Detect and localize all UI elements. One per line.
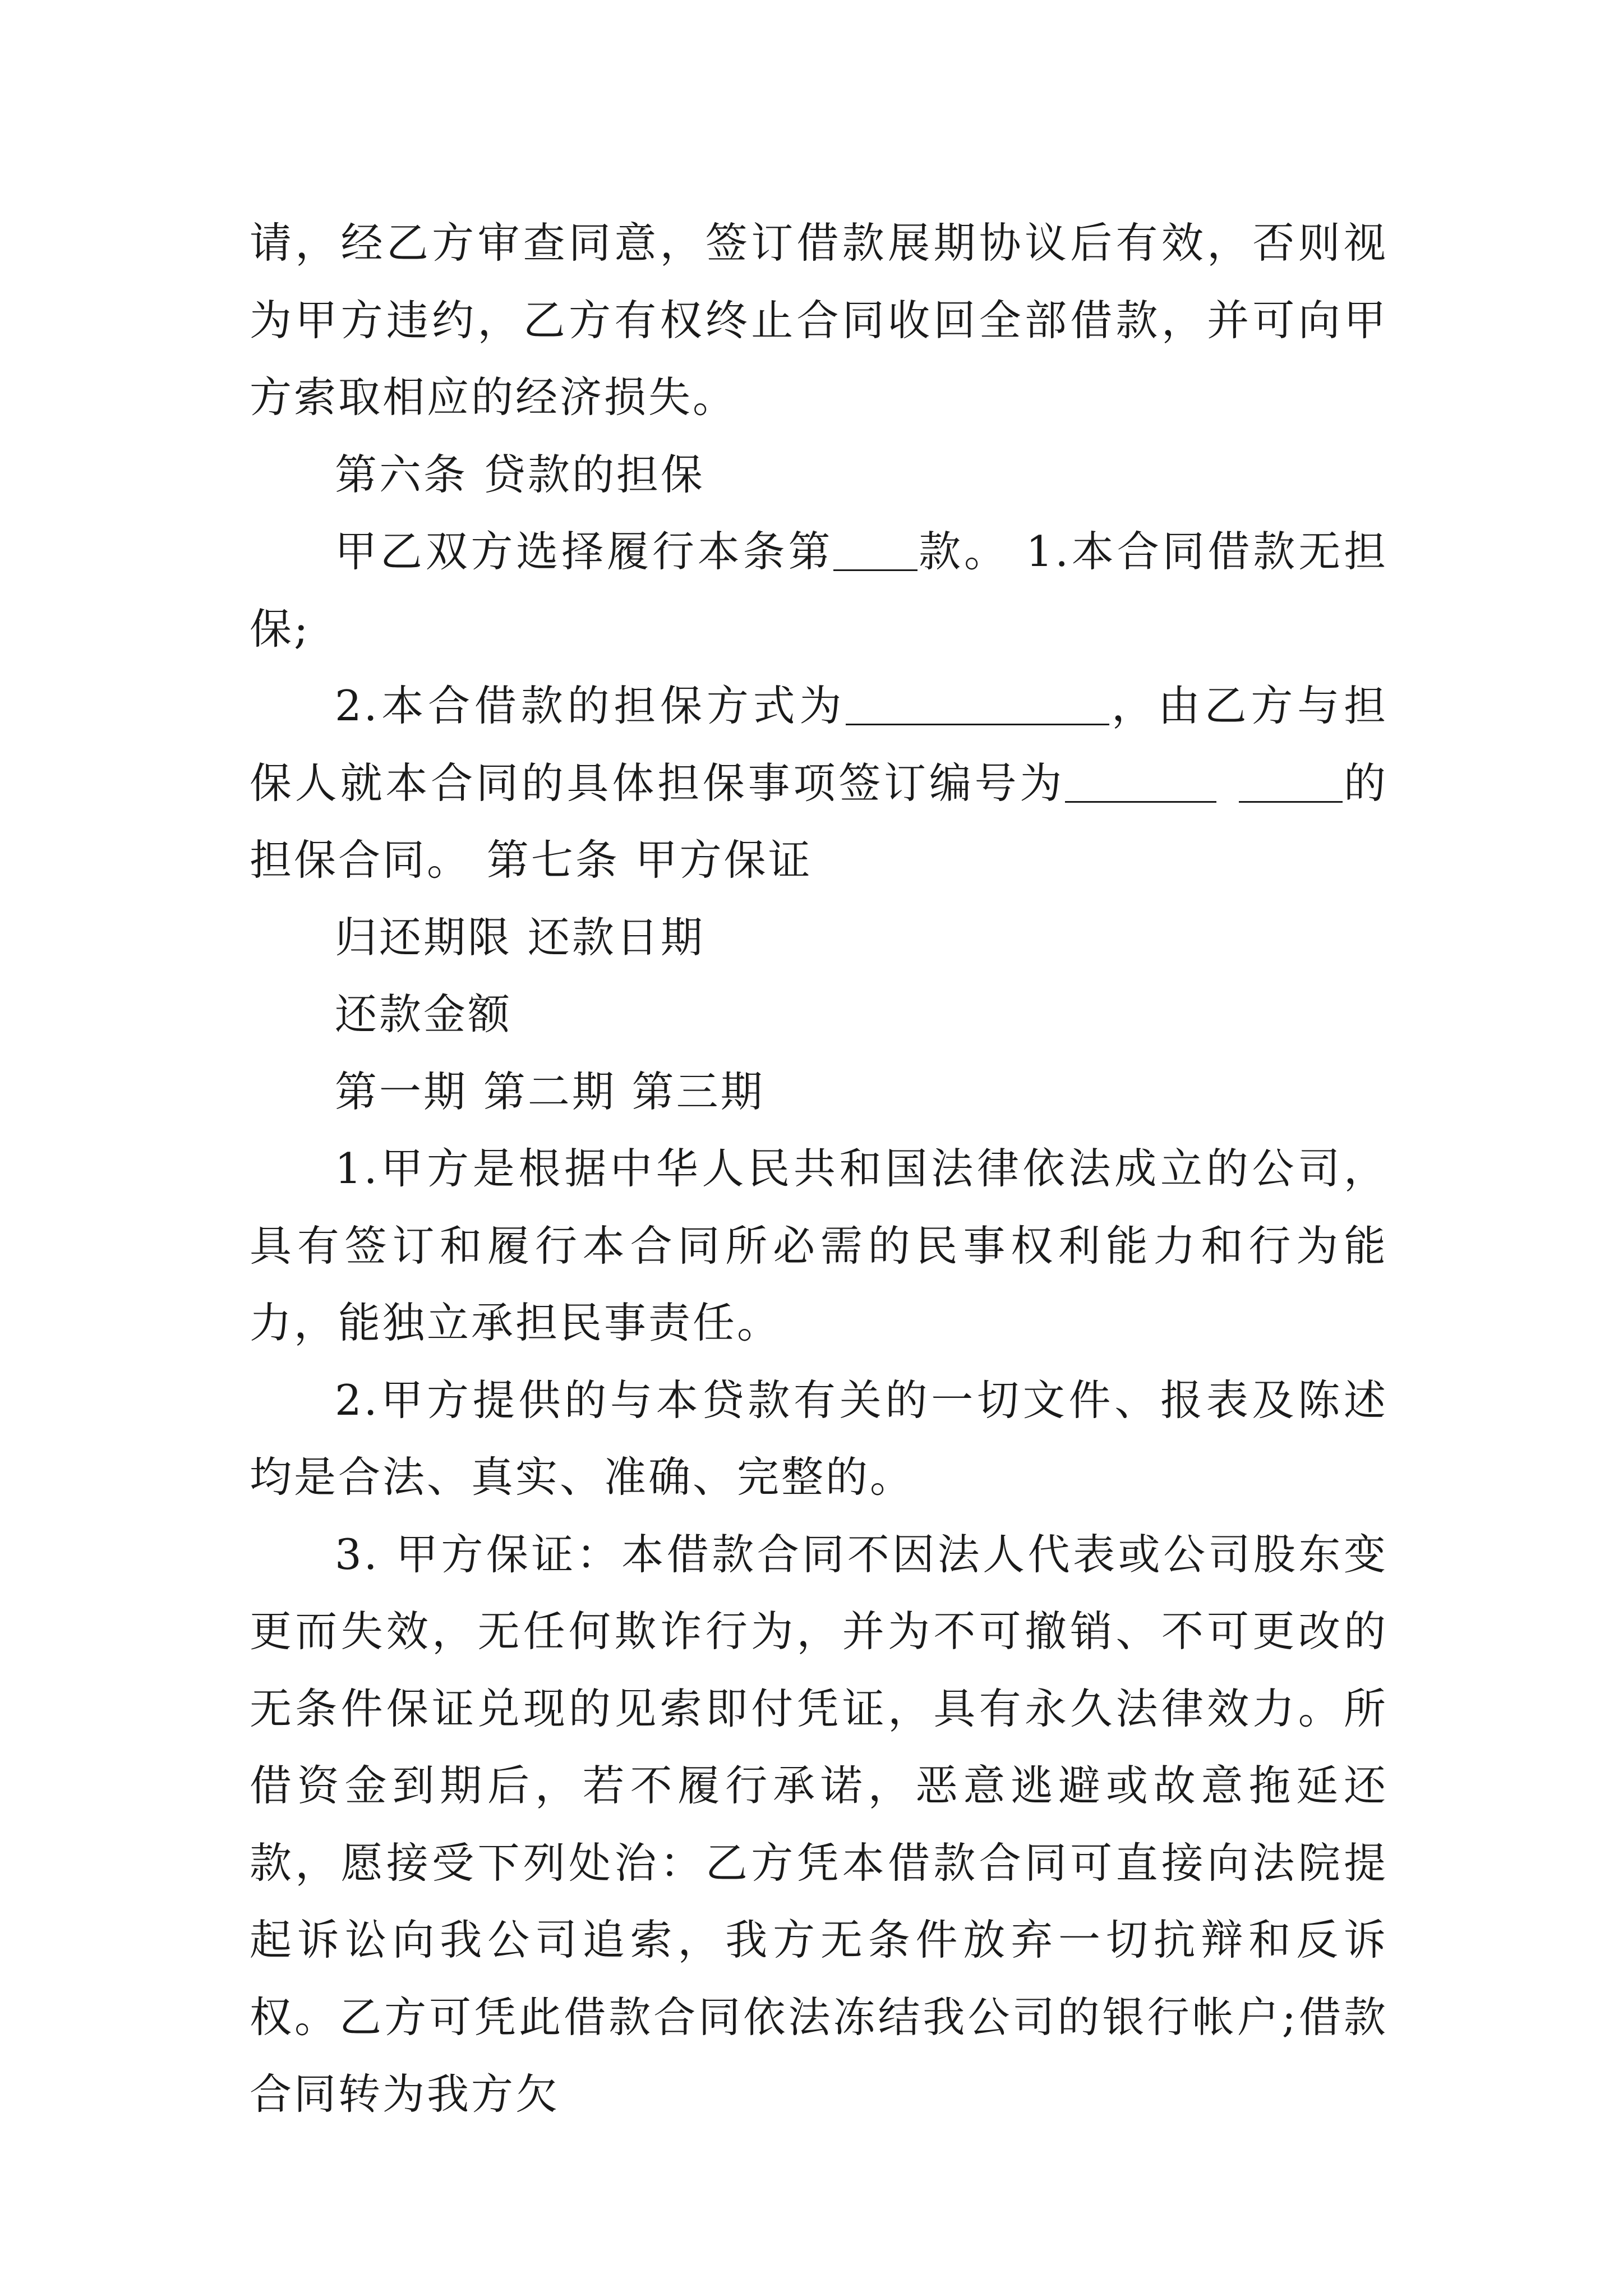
- warranty-item-3: 3. 甲方保证：本借款合同不因法人代表或公司股东变更而失效，无任何欺诈行为，并为不可撤销、不可更改的无条件保证兑现的见索即付凭证，具有永久法律效力。所借资金到期后，若不履行承诺，恶意逃避或故意拖延还款，愿接受下列处治：乙方凭本借款合同可直接向法院提起诉讼向我公司追索，我方无条件放弃一切抗辩和反诉权。乙方可凭此借款合同依法冻结我公司的银行帐户;借款合同转为我方欠: [250, 1529, 1388, 2119]
- guarantee-method-text-after: 的担保合同。 第七条 甲方保证: [250, 758, 1388, 885]
- repayment-periods: 第一期 第二期 第三期: [335, 1066, 765, 1116]
- guarantee-method-text-middle: ，由乙方与担保人就本合同的具体担保事项签订编号为: [250, 681, 1388, 808]
- guarantee-clause-blank[interactable]: [833, 527, 917, 571]
- repayment-amount-header: 还款金额: [335, 990, 513, 1039]
- document-body: [250, 205, 1388, 2133]
- guarantee-choice-paragraph: [250, 513, 1388, 668]
- guarantee-contract-number-blank-1[interactable]: [1065, 759, 1216, 803]
- guarantee-choice-text-before: 甲乙双方选择履行本条第: [335, 527, 834, 576]
- article-6-heading: 第六条 贷款的担保: [335, 449, 705, 499]
- warranty-item-2: 2.甲方提供的与本贷款有关的一切文件、报表及陈述均是合法、真实、准确、完整的。: [250, 1375, 1388, 1502]
- guarantee-method-blank[interactable]: [846, 682, 1109, 725]
- guarantee-contract-number-blank-2[interactable]: [1239, 759, 1343, 803]
- repayment-term-header: 归还期限 还款日期: [335, 912, 705, 962]
- guarantee-method-text-before: 2.本合借款的担保方式为: [335, 681, 846, 730]
- guarantee-method-paragraph: [250, 668, 1388, 899]
- paragraph-continuation: 请，经乙方审查同意，签订借款展期协议后有效，否则视为甲方违约，乙方有权终止合同收回全部借款，并可向甲方索取相应的经济损失。: [250, 218, 1388, 422]
- warranty-item-1: 1.甲方是根据中华人民共和国法律依法成立的公司，具有签订和履行本合同所必需的民事权利能力和行为能力，能独立承担民事责任。: [250, 1144, 1388, 1347]
- guarantee-choice-text-after: 款。 1.本合同借款无担保;: [250, 527, 1388, 654]
